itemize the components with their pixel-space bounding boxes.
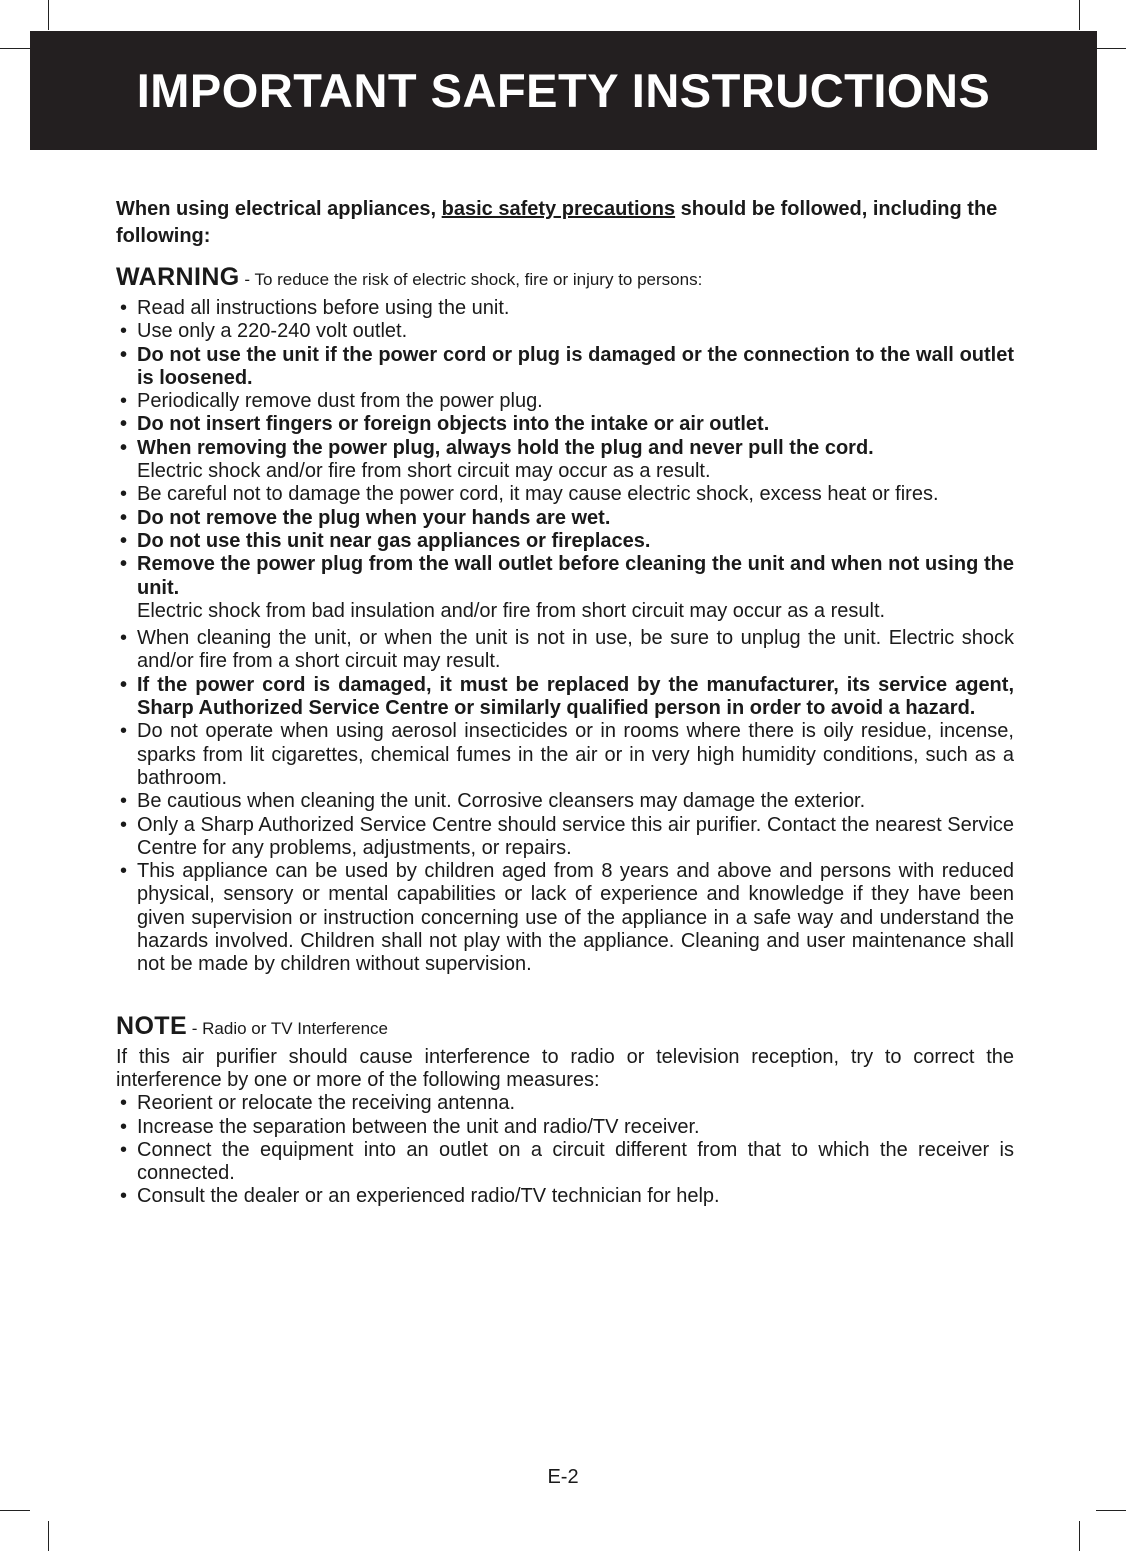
warning-list xyxy=(116,297,1014,977)
intro-before: When using electrical appliances, xyxy=(116,198,442,220)
page-title: IMPORTANT SAFETY INSTRUCTIONS xyxy=(136,64,991,117)
crop-mark xyxy=(1096,48,1126,49)
list-item: • Do not operate when using aerosol insecticides or in rooms where there is oily residue, incense, sparks from lit cigarettes, chemical fumes in the air or in very high humidity conditions, such as a bathroom. xyxy=(116,720,1014,790)
title-banner xyxy=(30,31,1097,150)
list-item: • Increase the separation between the unit and radio/TV receiver. xyxy=(116,1116,1014,1139)
list-item: • Be cautious when cleaning the unit. Corrosive cleansers may damage the exterior. xyxy=(116,790,1014,813)
warning-subtitle: - To reduce the risk of electric shock, fire or injury to persons: xyxy=(239,270,703,289)
list-item: • Use only a 220-240 volt outlet. xyxy=(116,320,1014,343)
crop-mark xyxy=(48,1521,49,1551)
crop-mark xyxy=(1079,0,1080,30)
crop-mark xyxy=(0,1510,30,1511)
crop-mark xyxy=(1079,1521,1080,1551)
intro-underlined: basic safety precautions xyxy=(441,198,676,220)
warning-heading xyxy=(116,264,1014,293)
intro-text xyxy=(116,196,1014,250)
note-subtitle: - Radio or TV Interference xyxy=(187,1018,388,1038)
list-item: • Reorient or relocate the receiving antenna. xyxy=(116,1092,1014,1115)
list-item: • Do not use this unit near gas appliances or fireplaces. xyxy=(116,530,1014,553)
list-item: • This appliance can be used by children aged from 8 years and above and persons with reduced physical, sensory or mental capabilities or lack of experience and knowledge if they have been given supervision or instruction concerning use of the appliance in a safe way and understand the hazards involved. Children shall not play with the appliance. Cleaning and user maintenance shall not be made by children without supervision. xyxy=(116,860,1014,976)
warning-label: WARNING xyxy=(116,263,240,291)
list-item: • Be careful not to damage the power cord, it may cause electric shock, excess heat or fires. xyxy=(116,483,1014,506)
list-item: • Periodically remove dust from the power plug. xyxy=(116,390,1014,413)
main-content xyxy=(116,196,1014,1209)
note-heading xyxy=(116,1013,1014,1042)
crop-mark xyxy=(1096,1510,1126,1511)
list-item: • Remove the power plug from the wall outlet before cleaning the unit and when not using the unit. Electric shock from bad insulation and/or fire from short circuit may occur as a result. xyxy=(116,553,1014,623)
list-item: • Do not insert fingers or foreign objects into the intake or air outlet. xyxy=(116,413,1014,436)
list-item: • Only a Sharp Authorized Service Centre should service this air purifier. Contact the nearest Service Centre for any problems, adjustments, or repairs. xyxy=(116,814,1014,861)
note-paragraph: If this air purifier should cause interference to radio or television reception, try to correct the interference by one or more of the following measures: xyxy=(116,1045,1014,1091)
list-item: • When cleaning the unit, or when the unit is not in use, be sure to unplug the unit. Electric shock and/or fire from a short circuit may result. xyxy=(116,627,1014,674)
crop-mark xyxy=(0,48,30,49)
note-label: NOTE xyxy=(116,1011,188,1040)
list-item: • If the power cord is damaged, it must be replaced by the manufacturer, its service agent, Sharp Authorized Service Centre or similarly qualified person in order to avoid a hazard. xyxy=(116,674,1014,721)
note-list xyxy=(116,1092,1014,1208)
page-number: E-2 xyxy=(547,1466,579,1488)
crop-mark xyxy=(48,0,49,30)
list-item: • Do not use the unit if the power cord or plug is damaged or the connection to the wall outlet is loosened. xyxy=(116,344,1014,391)
list-item: • Connect the equipment into an outlet on a circuit different from that to which the receiver is connected. xyxy=(116,1139,1014,1186)
list-item: • Consult the dealer or an experienced radio/TV technician for help. xyxy=(116,1185,1014,1208)
list-item: • Read all instructions before using the unit. xyxy=(116,297,1014,320)
list-item: • Do not remove the plug when your hands are wet. xyxy=(116,507,1014,530)
intro-after: should be followed, including the following: xyxy=(116,198,998,247)
list-item: • When removing the power plug, always hold the plug and never pull the cord. Electric shock and/or fire from short circuit may occur as a result. xyxy=(116,437,1014,484)
